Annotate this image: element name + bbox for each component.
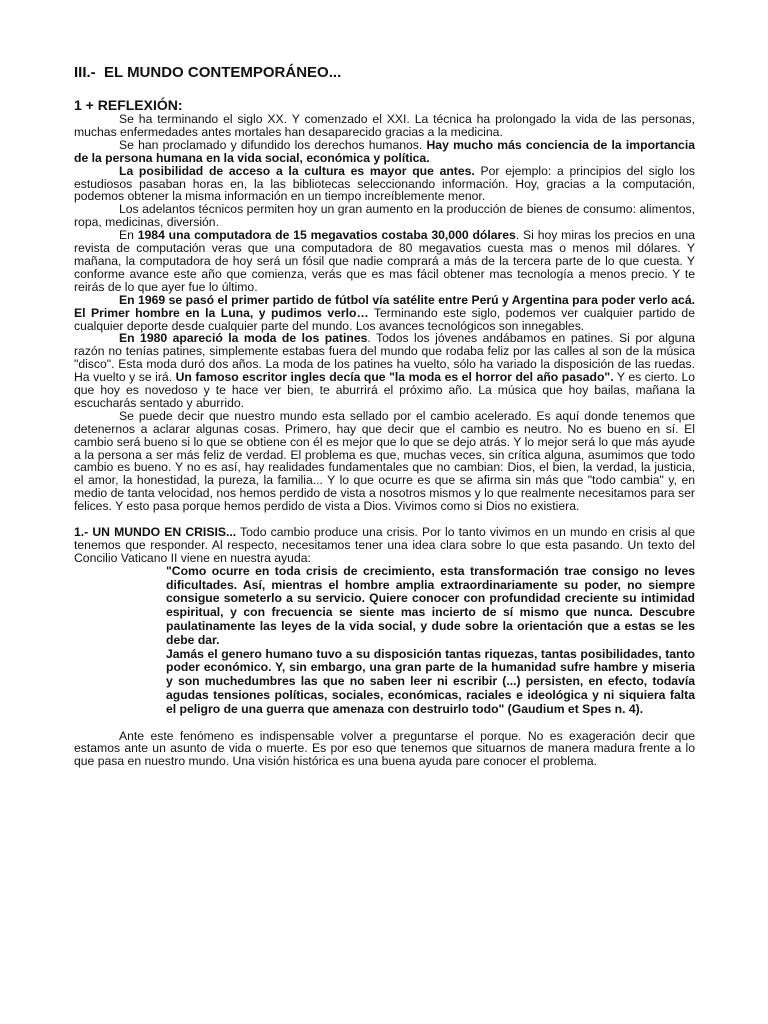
paragraph-cultura bbox=[74, 165, 695, 204]
quote-paragraph-1: "Como ocurre en toda crisis de crecimiento, esta transformación trae consigo no leves dificultades. Así, mientras el hombre amplia extraordinariamente su poder, no siempre consigue someterlo a su servicio. Quiere conocer con profundidad creciente su intimidad espiritual, y con frecuencia se siente mas incierto de sí mismo que nunca. Descubre paulatinamente las leyes de la vida social, y dude sobre la orientación que a estas se les debe dar. bbox=[166, 563, 695, 647]
quote-paragraph-2: Jamás el genero humano tuvo a su disposición tantas riquezas, tantas posibilidades, tanto poder económico. Y, sin embargo, una gran parte de la humanidad sufre hambre y miseria y son muchedumbres las que no saben leer ni escribir (...) persisten, en efecto, todavía agudas tensiones políticas, sociales, económicas, raciales e ideológica y ni siquiera falta el peligro de una guerra que amenaza con destruirlo todo" (Gaudium et Spes n. 4). bbox=[166, 646, 695, 716]
paragraph-cultura-emphasis: La posibilidad de acceso a la cultura es mayor que antes. bbox=[119, 163, 475, 178]
concilio-quote bbox=[166, 565, 695, 717]
crisis-text: Todo cambio produce una crisis. Por lo tanto vivimos en un mundo en crisis al que tenemos que responder. Al respecto, necesitamos tener una idea clara sobre lo que esta pasando. Un texto del Concilio Vaticano II viene en nuestra ayuda: bbox=[74, 525, 695, 565]
paragraph-futbol bbox=[74, 294, 695, 333]
paragraph-crisis bbox=[74, 526, 695, 565]
paragraph-derechos-humanos bbox=[74, 139, 695, 165]
paragraph-patines bbox=[74, 332, 695, 409]
paragraph-computadora bbox=[74, 229, 695, 294]
document-title: III.- EL MUNDO CONTEMPORÁNEO... bbox=[74, 64, 342, 81]
paragraph-adelantos: Los adelantos técnicos permiten hoy un gran aumento en la producción de bienes de consumo: alimentos, ropa, medicinas, diversión. bbox=[74, 202, 695, 230]
document-page bbox=[74, 64, 695, 768]
paragraph-derechos-emphasis: Hay mucho más conciencia de la importancia de la persona humana en la vida social, económica y política. bbox=[74, 137, 695, 165]
paragraph-patines-closing: Y es cierto. Lo que hoy es novedoso y te hace ver bien, te aburrirá el próximo año. La música que hoy bailas, mañana la escucharás sentado y aburrido. bbox=[74, 370, 696, 410]
paragraph-computadora-emphasis: 1984 una computadora de 15 megavatios costaba 30,000 dólares bbox=[137, 228, 516, 243]
crisis-heading: 1.- UN MUNDO EN CRISIS... bbox=[74, 525, 237, 540]
paragraph-siglo: Se ha terminando el siglo XX. Y comenzado el XXI. La técnica ha prolongado la vida de las personas, muchas enfermedades antes mortales han desaparecido gracias a la medicina. bbox=[74, 112, 695, 139]
paragraph-patines-quote: Un famoso escritor ingles decía que "la moda es el horror del año pasado". bbox=[175, 370, 614, 385]
paragraph-patines-text: . Todos los jóvenes andábamos en patines. Si por alguna razón no tenías patines, simplemente estabas fuera del mundo que rodaba feliz por las calles al son de la música "disco". Esta moda duró dos años. La moda de los patines ha vuelto, sólo ha variado la disposición de las ruedas. Ha vuelto y se irá. bbox=[74, 331, 696, 385]
paragraph-computadora-lead: En bbox=[119, 228, 138, 243]
paragraph-futbol-text: Terminando este siglo, podemos ver cualquier partido de cualquier deporte desde cualquier parte del mundo. Los avances tecnológicos son innegables. bbox=[74, 305, 695, 333]
paragraph-cambio: Se puede decir que nuestro mundo esta sellado por el cambio acelerado. Es aquí donde tenemos que detenernos a aclarar algunas cosas. Primero, hay que decir que el cambio es neutro. No es bueno en sí. El cambio será bueno si lo que se obtiene con él es mejor que lo que se dejo atrás. Y lo mejor será lo que más ayude a la persona a ser más feliz de verdad. El problema es que, muchas veces, sin crítica alguna, asumimos que todo cambio es bueno. Y no es así, hay realidades fundamentales que no cambian: Dios, el bien, la verdad, la justicia, el amor, la honestidad, la pureza, la familia... Y lo que ocurre es que se afirma sin más que "todo cambia" y, en medio de tanta velocidad, nos hemos perdido de vista a nosotros mismos y lo que realmente necesitamos para ser felices. Y esto pasa porque hemos perdido de vista a Dios. Vivimos como si Dios no existiera. bbox=[74, 408, 695, 514]
paragraph-computadora-text: . Si hoy miras los precios en una revista de computación veras que una computadora de 80 megavatios cuesta mas o menos mil dólares. Y mañana, la computadora de hoy será un fósil que nadie comprará a más de la tercera parte de lo que cuesta. Y conforme avance este año que comienza, verás que es mas fácil obtener mas tecnología a menos precio. Y te reirás de lo que ayer fue lo último. bbox=[74, 228, 696, 294]
paragraph-derechos-text: Se han proclamado y difundido los derechos humanos. bbox=[119, 137, 427, 152]
paragraph-closing: Ante este fenómeno es indispensable volver a preguntarse el porque. No es exageración decir que estamos ante un asunto de vida o muerte. Es por eso que tenemos que situarnos de manera madura frente a lo que pasa en nuestro mundo. Una visión histórica es una buena ayuda pare conocer el problema. bbox=[74, 728, 695, 769]
paragraph-futbol-emphasis: En 1969 se pasó el primer partido de fútbol vía satélite entre Perú y Argentina para poder verlo acá. El Primer hombre en la Luna, y pudimos verlo… bbox=[74, 292, 695, 320]
paragraph-cultura-text: Por ejemplo: a principios del siglo los estudiosos pasaban horas en, la las bibliotecas seleccionando información. Hoy, gracias a la computación, podemos obtener la misma información en un tiempo increíblemente menor. bbox=[74, 163, 695, 204]
section-heading-reflexion: 1 + REFLEXIÓN: bbox=[74, 97, 183, 113]
paragraph-patines-emphasis: En 1980 apareció la moda de los patines bbox=[119, 331, 368, 346]
